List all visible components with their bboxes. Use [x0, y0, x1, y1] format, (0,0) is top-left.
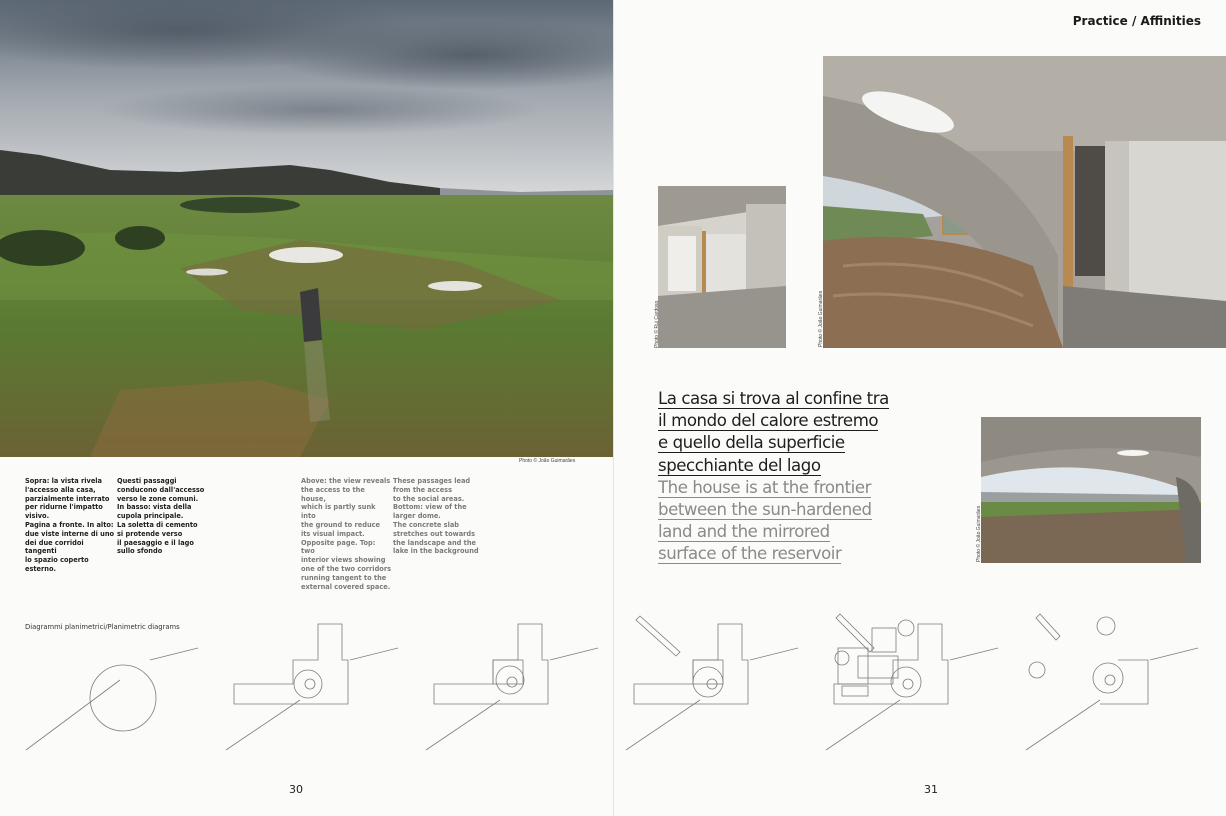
diagrams-label: Diagrammi planimetrici/Planimetric diagrams: [25, 623, 180, 631]
quote-it-line: specchiante del lago: [658, 455, 821, 475]
quote-it-line: il mondo del calore estremo: [658, 411, 879, 431]
corridor-photo: [658, 186, 786, 348]
quote-it-line: e quello della superficie: [658, 433, 845, 453]
caption-it-col1: Sopra: la vista rivela l'accesso alla casa, parzialmente interrato per ridurne l'impatto visivo. Pagina a fronte. In alto: due viste interne di uno dei due corridoi tangenti lo spazio coperto esterno.: [25, 477, 115, 573]
interior-dome-photo: [823, 56, 1226, 348]
diagram-5: [826, 614, 998, 750]
quote-en-line: surface of the reservoir: [658, 544, 842, 564]
diagram-1: [26, 648, 198, 750]
dome-landscape-photo: [981, 417, 1201, 563]
landscape-photo: [0, 0, 613, 457]
photo-credit-dome: Photo © João Guimarães: [976, 505, 982, 562]
diagram-6: [1026, 614, 1198, 750]
diagram-4: [626, 616, 798, 750]
quote-it-line: La casa si trova al confine tra: [658, 389, 889, 408]
diagram-2: [226, 624, 398, 750]
quote-en-line: land and the mirrored: [658, 522, 830, 542]
photo-credit-landscape: Photo © João Guimarães: [519, 458, 576, 464]
diagram-3: [426, 624, 598, 750]
page-number-left: 30: [289, 783, 303, 796]
caption-it-col2: Questi passaggi conducono dall'accesso verso le zone comuni. In basso: vista della cupola principale. La soletta di cemento si protende verso il paesaggio e il lago sullo sfondo: [117, 477, 205, 556]
quote-en-line: between the sun-hardened: [658, 500, 872, 520]
caption-en-col2: These passages lead from the access to the social areas. Bottom: view of the larger dome. The concrete slab stretches out towards the landscape and the lake in the background: [393, 477, 479, 556]
quote-en-line: The house is at the frontier: [658, 477, 871, 497]
pull-quote: [658, 388, 908, 566]
page-number-right: 31: [924, 783, 938, 796]
photo-credit-interior: Photo © João Guimarães: [818, 290, 824, 347]
photo-credit-corridor: Photo © Rui Cardoso: [654, 300, 660, 348]
planimetric-diagrams: [0, 600, 1226, 770]
section-title: Practice / Affinities: [1072, 14, 1201, 28]
caption-en-col1: Above: the view reveals the access to the house, which is partly sunk into the ground to reduce its visual impact. Opposite page. Top: two interior views showing one of the two corridors running tangent to the external covered space.: [301, 477, 391, 591]
